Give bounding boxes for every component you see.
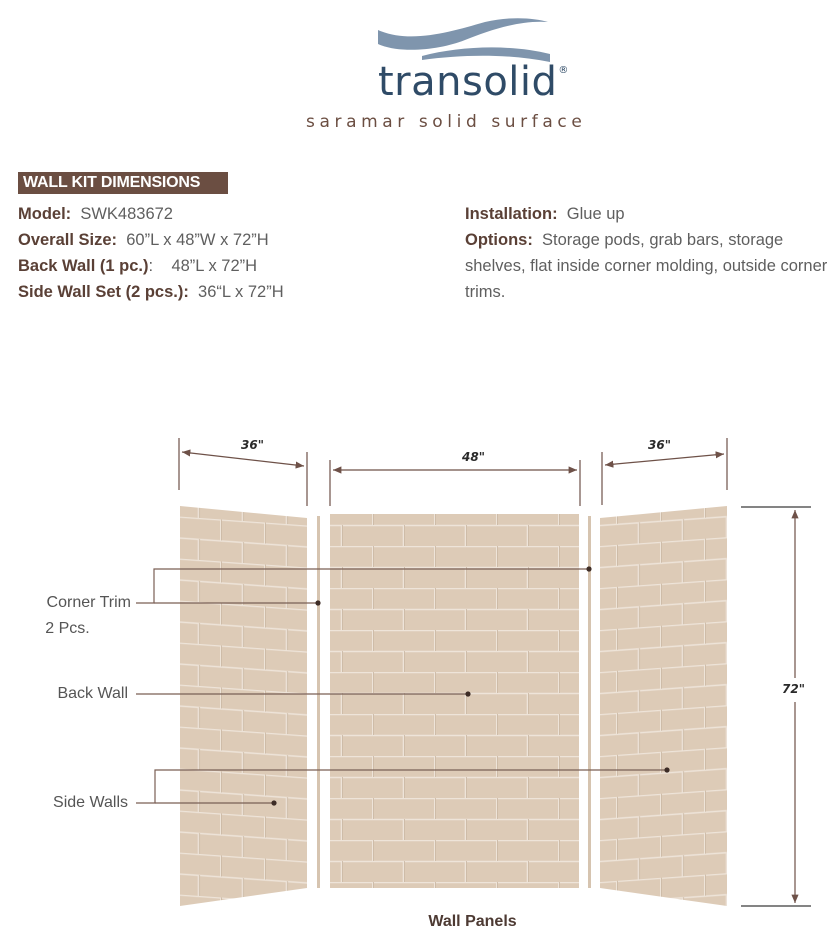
dimension-label-height: 72" [782, 682, 805, 696]
spec-label: Installation: [465, 205, 558, 223]
dimension-label-right-width: 36" [648, 438, 671, 452]
spec-value: 60”L x 48”W x 72”H [126, 231, 269, 249]
spec-value: SWK483672 [80, 205, 173, 223]
callout-corner-trim-count: 2 Pcs. [45, 620, 90, 637]
dimension-height [741, 507, 811, 906]
registered-mark: ® [558, 65, 569, 76]
callout-corner-trim [0, 590, 131, 616]
spec-value: Storage pods, grab bars, storage shelves, flat inside corner molding, outside corner trims. [465, 231, 828, 301]
dimension-label-back-width: 48" [462, 450, 485, 464]
spec-label: Model: [18, 205, 72, 223]
spec-label: Side Wall Set (2 pcs.): [18, 283, 189, 301]
diagram-caption: Wall Panels [428, 913, 517, 930]
left-side-wall-panel [180, 506, 307, 906]
callout-side-walls: Side Walls [53, 794, 128, 811]
callout-back-wall: Back Wall [57, 685, 128, 702]
back-wall-panel [330, 514, 579, 888]
dimension-label-left-width: 36" [241, 438, 264, 452]
dimension-back-width [330, 460, 580, 506]
corner-trim-left [317, 516, 320, 888]
spec-label: Back Wall (1 pc.) [18, 257, 149, 275]
brand-text: transolid [378, 59, 558, 105]
spec-label: Options: [465, 231, 533, 249]
spec-value: 36“L x 72”H [198, 283, 284, 301]
spec-value: 48”L x 72”H [171, 257, 258, 275]
section-header: WALL KIT DIMENSIONS [18, 172, 228, 194]
spec-value: Glue up [566, 205, 625, 223]
right-side-wall-panel [600, 506, 727, 906]
brand-tagline: saramar solid surface [306, 112, 587, 132]
spec-label-suffix: : [148, 257, 154, 275]
callout-corner-trim-line1: Corner Trim [46, 594, 131, 611]
spec-label: Overall Size: [18, 231, 118, 249]
corner-trim-right [588, 516, 591, 888]
